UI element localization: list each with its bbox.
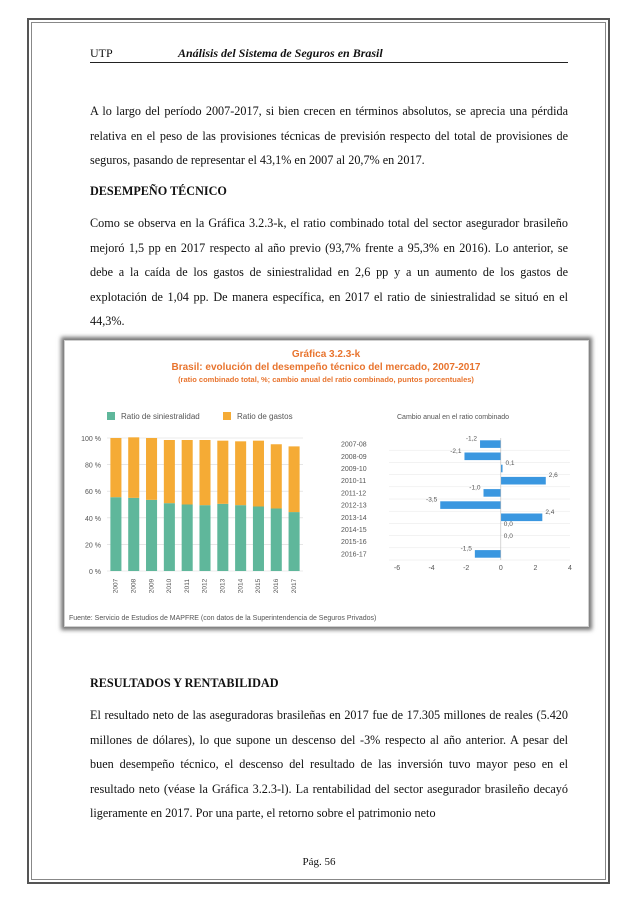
change-chart-title: Cambio anual en el ratio combinado: [397, 414, 510, 421]
category-label: 2012-13: [341, 502, 367, 510]
x-tick-label: 2009: [148, 578, 156, 594]
figure-label: Gráfica 3.2.3-k: [291, 349, 361, 360]
bar-siniestralidad: [182, 505, 193, 572]
value-label: 2,6: [548, 472, 558, 480]
value-label: 2,4: [545, 508, 555, 516]
bar-gastos: [217, 441, 228, 504]
value-label: 0,0: [503, 533, 513, 541]
x-tick-label: 2010: [166, 578, 174, 594]
legend-label-gastos: Ratio de gastos: [237, 412, 293, 421]
chart-canvas: [65, 341, 588, 626]
change-bar: [480, 440, 501, 448]
change-bar: [501, 477, 546, 485]
category-label: 2013-14: [341, 514, 367, 522]
bar-gastos: [271, 444, 282, 508]
header-org: UTP: [90, 46, 113, 60]
x-tick-label: 2016: [272, 578, 280, 594]
category-label: 2008-09: [341, 453, 367, 461]
bar-gastos: [235, 441, 246, 505]
bar-gastos: [110, 438, 121, 497]
x-tick-label: -4: [428, 565, 435, 572]
category-label: 2009-10: [341, 466, 367, 473]
x-tick-label: 2: [533, 565, 538, 572]
stacked-bar-chart: [81, 436, 303, 593]
category-label: 2016-17: [341, 551, 367, 559]
change-bar: [501, 514, 543, 522]
bar-siniestralidad: [164, 503, 175, 571]
paragraph-resultados: El resultado neto de las aseguradoras brasileñas en 2017 fue de 17.305 millones de reales (5.420 millones de dólares), lo que supone un descenso del -3% respecto al año anterior. A pesar del buen desempeño técnico, el descenso del resultado de las inversión tuvo mayor peso en el resultado neto (véase la Gráfica 3.2.3-l). La rentabilidad del sector asegurador brasileño decayó ligeramente en 2017. Por una parte, el retorno sobre el patrimonio neto: [90, 708, 568, 820]
x-tick-label: 2015: [255, 578, 263, 594]
figure-title: Brasil: evolución del desempeño técnico del mercado, 2007-2017: [171, 362, 481, 373]
bar-siniestralidad: [217, 504, 228, 571]
header-title: Análisis del Sistema de Seguros en Brasil: [178, 46, 383, 60]
y-tick-label: 20 %: [85, 542, 101, 550]
bar-siniestralidad: [235, 505, 246, 571]
heading-desempeno-tecnico: DESEMPEÑO TÉCNICO: [90, 184, 227, 198]
bar-gastos: [146, 438, 157, 500]
y-tick-label: 80 %: [85, 462, 101, 470]
x-tick-label: 4: [568, 565, 572, 572]
paragraph-desempeno: Como se observa en la Gráfica 3.2.3-k, el ratio combinado total del sector asegurador brasileño mejoró 1,5 pp en 2017 respecto al año previo (93,7% frente a 95,3% en 2016). Lo anterior, se debe a la caída de los gastos de siniestralidad en 2,6 pp y a un aumento de los gastos de explotación de 1,04 pp. De manera específica, en 2017 el ratio de siniestralidad se situó en el 44,3%.: [90, 216, 568, 328]
x-tick-label: -6: [393, 565, 401, 572]
value-label: 0,1: [505, 460, 515, 467]
bar-siniestralidad: [253, 506, 264, 571]
x-tick-label: 2011: [183, 579, 191, 593]
x-tick-label: 2007: [112, 578, 120, 594]
value-label: -3,5: [426, 496, 438, 504]
category-label: 2014-15: [341, 527, 367, 534]
figure-3-2-3-k: [64, 340, 589, 627]
legend-label-siniestralidad: Ratio de siniestralidad: [121, 412, 200, 421]
y-tick-label: 0 %: [88, 569, 101, 576]
figure-subtitle: (ratio combinado total, %; cambio anual del ratio combinado, puntos porcentuales): [178, 375, 474, 384]
value-label: -1,5: [460, 545, 472, 553]
y-tick-label: 60 %: [85, 489, 101, 497]
category-label: 2007-08: [341, 441, 367, 449]
category-label: 2010-11: [341, 478, 367, 486]
legend-swatch-gastos: [223, 412, 231, 420]
x-tick-label: 0: [498, 565, 503, 572]
x-tick-label: 2013: [219, 578, 227, 594]
y-tick-label: 40 %: [85, 515, 101, 523]
value-label: -1,2: [465, 435, 478, 443]
x-tick-label: 2017: [290, 578, 298, 594]
bar-siniestralidad: [146, 500, 157, 571]
change-bar: [464, 453, 500, 461]
bar-gastos: [199, 440, 210, 505]
running-header: [90, 46, 568, 63]
bar-siniestralidad: [110, 497, 121, 571]
annual-change-chart: [341, 436, 572, 572]
change-bar: [475, 550, 501, 558]
page-number: Pág. 56: [302, 856, 336, 868]
bar-gastos: [253, 441, 264, 507]
bar-siniestralidad: [199, 505, 210, 571]
bar-siniestralidad: [128, 498, 139, 571]
bar-siniestralidad: [271, 508, 282, 571]
paragraph-provisiones: A lo largo del período 2007-2017, si bien crecen en términos absolutos, se aprecia una pérdida relativa en el peso de las provisiones técnicas de previsión respecto del total de provisiones de seguros, pasando de representar el 43,1% en 2007 al 20,7% en 2017.: [90, 104, 568, 167]
value-label: -2,1: [450, 447, 462, 455]
value-label: -1,0: [469, 484, 481, 492]
y-tick-label: 100 %: [81, 436, 101, 443]
value-label: 0,0: [503, 521, 513, 528]
x-tick-label: 2008: [130, 578, 138, 594]
legend-swatch-siniestralidad: [107, 412, 115, 420]
x-tick-label: 2012: [201, 578, 209, 594]
heading-resultados: RESULTADOS Y RENTABILIDAD: [90, 676, 279, 690]
change-bar: [440, 501, 501, 509]
category-label: 2011-12: [341, 490, 367, 498]
x-tick-label: -2: [463, 565, 470, 572]
bar-gastos: [182, 440, 193, 505]
bar-gastos: [164, 440, 175, 503]
change-bar: [484, 489, 501, 497]
bar-siniestralidad: [289, 512, 300, 571]
bar-gastos: [128, 437, 139, 498]
category-label: 2015-16: [341, 539, 367, 547]
bar-gastos: [289, 446, 300, 512]
figure-source: Fuente: Servicio de Estudios de MAPFRE (con datos de la Superintendencia de Seguros Privados): [69, 615, 377, 622]
x-tick-label: 2014: [237, 578, 245, 594]
